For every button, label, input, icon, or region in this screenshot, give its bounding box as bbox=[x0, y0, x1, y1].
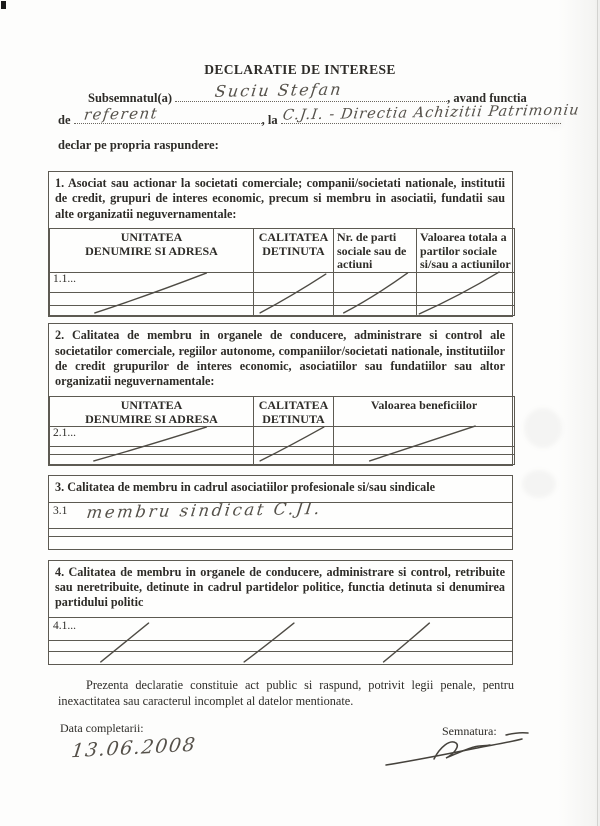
intro-block bbox=[58, 79, 581, 156]
functia-suffix: , avand functia bbox=[447, 91, 527, 105]
table-row bbox=[50, 455, 515, 465]
s1-col1-line1: UNITATEA bbox=[120, 229, 183, 244]
table-row bbox=[50, 293, 515, 306]
scan-smudge bbox=[524, 408, 562, 448]
signature-row bbox=[60, 720, 552, 763]
table-row bbox=[50, 306, 515, 316]
section-1-table bbox=[49, 228, 515, 316]
s1-col-unitatea bbox=[50, 228, 254, 272]
empty-cell bbox=[334, 427, 515, 447]
signature-label: Semnatura: bbox=[442, 723, 497, 738]
scan-artifact-corner bbox=[1, 1, 6, 9]
s4-rows bbox=[49, 617, 512, 664]
table-row bbox=[50, 273, 515, 293]
section-2-heading: 2. Calitatea de membru in organele de conducere, administrare si control ale societatilor comerciale, regiilor autonome, companiilor/societati nationale, institutiilor de credit grupurilor de interes economic, asociatiilor sau fundatiilor sau altor organizatii neguvernamentale: bbox=[55, 328, 505, 389]
empty-cell bbox=[334, 306, 417, 316]
empty-cell bbox=[254, 306, 334, 316]
s1-col-nr-parti: Nr. de parti sociale sau de actiuni bbox=[334, 228, 417, 272]
s3-row-label: 3.1 bbox=[53, 504, 68, 517]
handwritten-date: 13.06.2008 bbox=[70, 733, 198, 763]
s2-col-valoare: Valoarea beneficiilor bbox=[334, 396, 515, 427]
empty-cell bbox=[50, 306, 254, 316]
de-label: de bbox=[58, 113, 71, 128]
s4-row-label: 4.1... bbox=[53, 619, 76, 632]
date-block bbox=[60, 720, 198, 763]
empty-cell bbox=[254, 293, 334, 306]
empty-cell bbox=[417, 293, 515, 306]
institutie-fill-line bbox=[281, 102, 581, 125]
form-title: DECLARATIE DE INTERESE bbox=[204, 62, 396, 77]
empty-cell bbox=[334, 447, 515, 455]
empty-cell bbox=[254, 447, 334, 455]
date-label: Data completarii: bbox=[60, 720, 144, 735]
intro-line-functie bbox=[58, 102, 581, 131]
handwritten-functie: referent bbox=[82, 103, 160, 124]
declaration-lead: declar pe propria raspundere: bbox=[58, 137, 219, 152]
empty-cell bbox=[50, 455, 254, 465]
la-label: , la bbox=[261, 113, 278, 128]
section-1-box bbox=[48, 171, 513, 318]
empty-cell bbox=[254, 427, 334, 447]
section-3-box bbox=[48, 475, 513, 549]
handwritten-s3-value: membru sindicat C.JI. bbox=[85, 498, 324, 522]
s2-col-calitatea bbox=[254, 396, 334, 427]
s1-col-calitatea bbox=[254, 228, 334, 272]
empty-cell bbox=[50, 293, 254, 306]
s2-col2-line1: CALITATEA bbox=[258, 397, 329, 412]
empty-cell bbox=[417, 273, 515, 293]
scan-edge-line bbox=[597, 0, 598, 826]
empty-ruled-row bbox=[49, 528, 512, 536]
section-3-heading: 3. Calitatea de membru in cadrul asociatiilor profesionale si/sau sindicale bbox=[55, 480, 436, 495]
s3-row bbox=[49, 498, 512, 528]
scan-smudge bbox=[522, 470, 556, 498]
empty-cell bbox=[50, 447, 254, 455]
section-4-heading: 4. Calitatea de membru in organele de conducere, administrare si control, retribuite sau neretribuite, detinute in cadrul partidelor politice, functia detinuta si denumirea partidului politic bbox=[55, 564, 505, 610]
s2-col-unitatea bbox=[50, 396, 254, 427]
signature-scribble bbox=[382, 727, 542, 773]
handwritten-name: Suciu Stefan bbox=[213, 79, 344, 101]
section-1-heading: 1. Asociat sau actionar la societati comerciale; companii/societati nationale, institutii de credit, grupuri de interes economic, precum si membru in asociatii, fundatii sau alte organizatii neguvernamentale: bbox=[55, 175, 505, 221]
s2-col2-line2: DETINUTA bbox=[262, 411, 325, 426]
empty-ruled-row bbox=[49, 640, 512, 651]
table-row bbox=[50, 427, 515, 447]
empty-cell bbox=[254, 455, 334, 465]
empty-ruled-row bbox=[49, 536, 512, 549]
empty-cell bbox=[254, 273, 334, 293]
s2-row-label: 2.1... bbox=[50, 427, 254, 447]
s1-row-label: 1.1... bbox=[50, 273, 254, 293]
closing-statement: Prezenta declaratie constituie act public si raspund, potrivit legii penale, pentru inexactitatea sau caracterul incomplet al datelor mentionate. bbox=[58, 677, 514, 708]
subsemnatul-label: Subsemnatul(a) bbox=[88, 91, 173, 105]
s2-col1-line1: UNITATEA bbox=[120, 397, 183, 412]
s1-col1-line2: DENUMIRE SI ADRESA bbox=[85, 243, 218, 258]
signature-block bbox=[402, 721, 552, 759]
s1-col2-line1: CALITATEA bbox=[258, 229, 329, 244]
functie-fill-line bbox=[74, 103, 262, 124]
empty-ruled-row bbox=[49, 651, 512, 664]
s1-col2-line2: DETINUTA bbox=[262, 243, 325, 258]
empty-cell bbox=[334, 455, 515, 465]
empty-cell bbox=[417, 306, 515, 316]
empty-cell bbox=[334, 293, 417, 306]
table-row bbox=[50, 447, 515, 455]
s1-col-valoare: Valoarea totala a partilor sociale si/sau a actiunilor bbox=[417, 228, 515, 272]
s4-row bbox=[49, 617, 512, 640]
section-2-table bbox=[49, 396, 515, 466]
section-2-box bbox=[48, 323, 513, 466]
section-4-box bbox=[48, 560, 513, 665]
s2-col1-line2: DENUMIRE SI ADRESA bbox=[85, 411, 218, 426]
empty-cell bbox=[334, 273, 417, 293]
handwritten-institutie: C.J.I. - Directia Achizitii Patrimoniu bbox=[281, 102, 581, 125]
